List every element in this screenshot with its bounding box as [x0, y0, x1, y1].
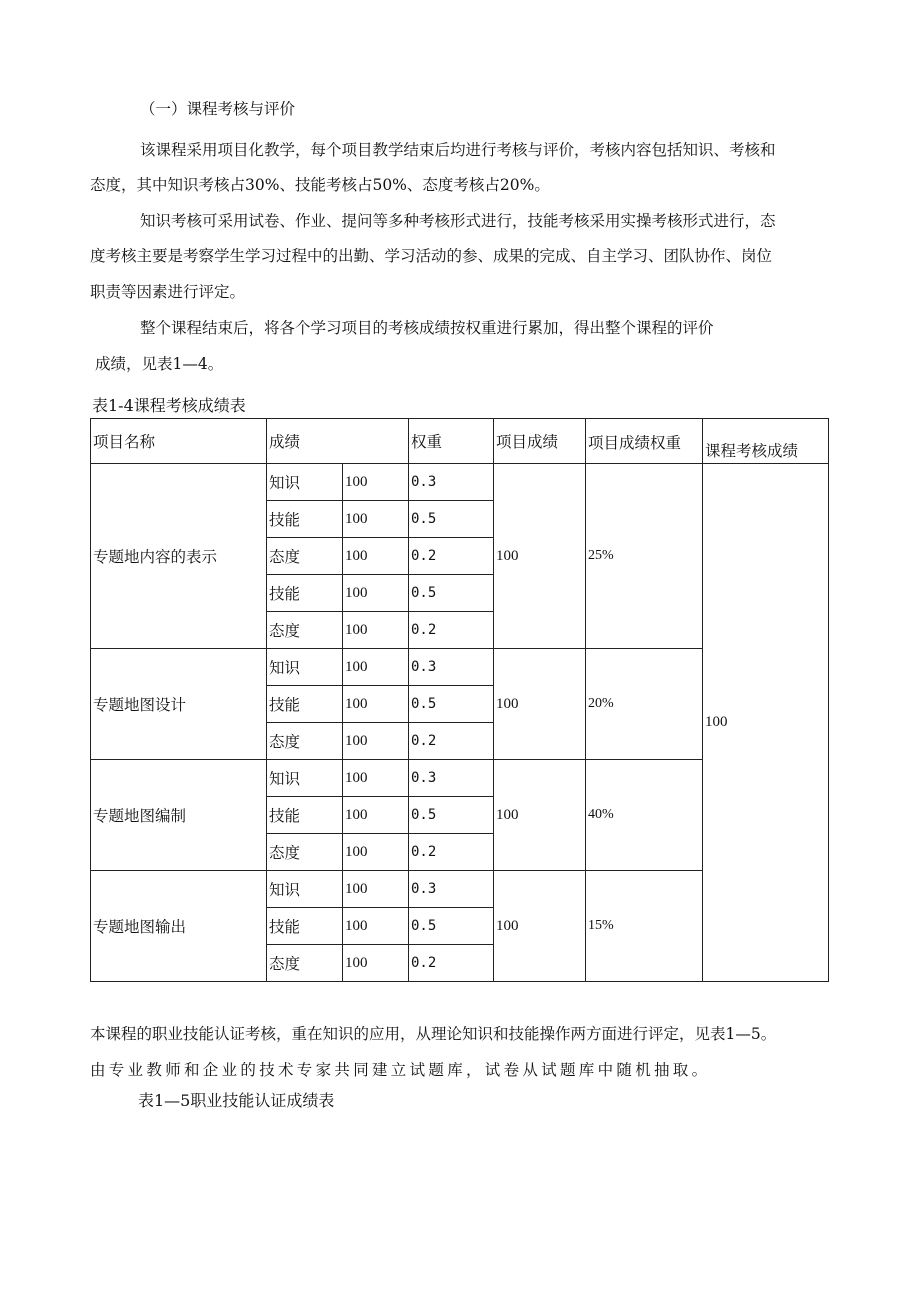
paragraph-2-line-3: 职责等因素进行评定。: [90, 283, 246, 301]
item-weight-cell: 0.5: [409, 501, 494, 538]
item-weight-cell: 0.3: [409, 760, 494, 797]
header-course-score: 课程考核成绩: [703, 419, 829, 464]
item-type-cell: 技能: [267, 501, 343, 538]
paragraph-3-line-1: 整个课程结束后，将各个学习项目的考核成绩按权重进行累加，得出整个课程的评价: [140, 319, 714, 337]
item-type-cell: 知识: [267, 871, 343, 908]
item-score-cell: 100: [343, 945, 409, 982]
item-score-cell: 100: [343, 464, 409, 501]
item-type-cell: 态度: [267, 723, 343, 760]
table-row: [91, 464, 829, 501]
item-type-cell: 技能: [267, 797, 343, 834]
item-score-cell: 100: [343, 908, 409, 945]
paragraph-4-line-2: 由专业教师和企业的技术专家共同建立试题库，试卷从试题库中随机抽取。: [90, 1061, 711, 1079]
paragraph-2-line-1: 知识考核可采用试卷、作业、提问等多种考核形式进行，技能考核采用实操考核形式进行，态: [140, 212, 776, 230]
item-type-cell: 态度: [267, 538, 343, 575]
header-project-name: 项目名称: [91, 419, 267, 464]
item-score-cell: 100: [343, 538, 409, 575]
item-weight-cell: 0.5: [409, 686, 494, 723]
item-type-cell: 知识: [267, 649, 343, 686]
item-score-cell: 100: [343, 612, 409, 649]
item-type-cell: 知识: [267, 760, 343, 797]
item-weight-cell: 0.2: [409, 945, 494, 982]
item-weight-cell: 0.5: [409, 908, 494, 945]
item-score-cell: 100: [343, 686, 409, 723]
item-score-cell: 100: [343, 871, 409, 908]
item-weight-cell: 0.2: [409, 834, 494, 871]
paragraph-1-line-2: 态度，其中知识考核占30%、技能考核占50%、态度考核占20%。: [90, 176, 550, 194]
project-score-cell: 100: [494, 464, 586, 649]
course-score-cell: 100: [703, 464, 829, 982]
project-name-cell: 专题地图设计: [91, 649, 267, 760]
item-weight-cell: 0.2: [409, 612, 494, 649]
paragraph-4-line-1: 本课程的职业技能认证考核，重在知识的应用，从理论知识和技能操作两方面进行评定，见表1—5。: [90, 1025, 777, 1043]
paragraph-1-line-1: 该课程采用项目化教学，每个项目教学结束后均进行考核与评价，考核内容包括知识、考核和: [140, 141, 776, 159]
project-score-cell: 100: [494, 871, 586, 982]
project-weight-cell: 25%: [586, 464, 703, 649]
item-score-cell: 100: [343, 834, 409, 871]
project-score-cell: 100: [494, 649, 586, 760]
item-type-cell: 态度: [267, 945, 343, 982]
item-weight-cell: 0.2: [409, 538, 494, 575]
item-weight-cell: 0.3: [409, 649, 494, 686]
section-heading: （一）课程考核与评价: [140, 100, 296, 118]
item-weight-cell: 0.5: [409, 575, 494, 612]
project-name-cell: 专题地图输出: [91, 871, 267, 982]
header-project-score: 项目成绩: [494, 419, 586, 464]
item-weight-cell: 0.5: [409, 797, 494, 834]
item-score-cell: 100: [343, 797, 409, 834]
project-weight-cell: 15%: [586, 871, 703, 982]
project-name-cell: 专题地图编制: [91, 760, 267, 871]
item-score-cell: 100: [343, 760, 409, 797]
project-name-cell: 专题地内容的表示: [91, 464, 267, 649]
item-type-cell: 技能: [267, 686, 343, 723]
table-header-row: [91, 419, 829, 464]
item-weight-cell: 0.3: [409, 871, 494, 908]
item-weight-cell: 0.2: [409, 723, 494, 760]
item-type-cell: 态度: [267, 612, 343, 649]
item-score-cell: 100: [343, 575, 409, 612]
item-score-cell: 100: [343, 649, 409, 686]
paragraph-2-line-2: 度考核主要是考察学生学习过程中的出勤、学习活动的参、成果的完成、自主学习、团队协作、岗位: [90, 247, 773, 265]
item-type-cell: 技能: [267, 908, 343, 945]
paragraph-3-line-2: 成绩，见表1—4。: [95, 355, 224, 373]
header-weight: 权重: [409, 419, 494, 464]
table-2-caption: 表1—5职业技能认证成绩表: [138, 1091, 335, 1110]
item-type-cell: 技能: [267, 575, 343, 612]
item-weight-cell: 0.3: [409, 464, 494, 501]
course-grade-table: [90, 418, 829, 982]
project-score-cell: 100: [494, 760, 586, 871]
project-weight-cell: 20%: [586, 649, 703, 760]
item-type-cell: 态度: [267, 834, 343, 871]
table-1-caption: 表1-4课程考核成绩表: [92, 396, 246, 415]
item-type-cell: 知识: [267, 464, 343, 501]
header-score: 成绩: [267, 419, 409, 464]
header-project-weight: 项目成绩权重: [586, 419, 703, 464]
item-score-cell: 100: [343, 501, 409, 538]
item-score-cell: 100: [343, 723, 409, 760]
project-weight-cell: 40%: [586, 760, 703, 871]
